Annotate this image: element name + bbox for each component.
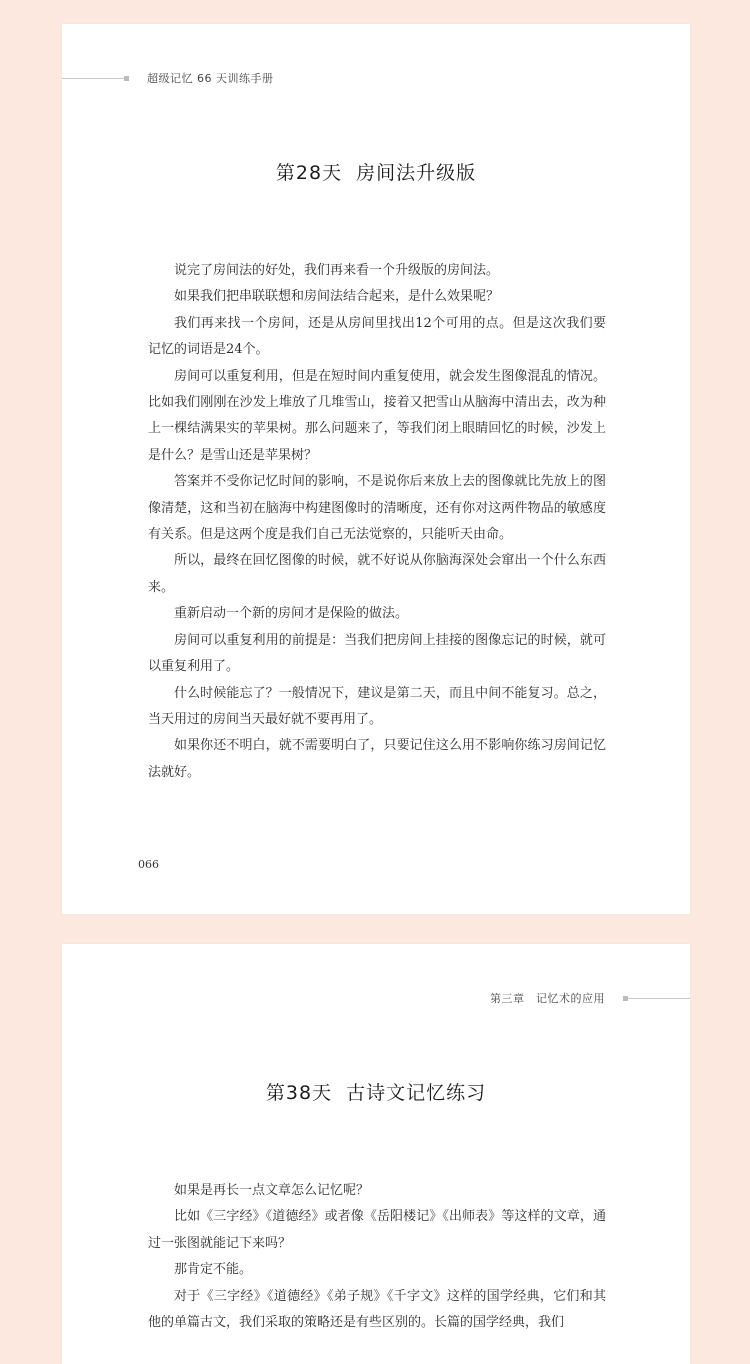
paragraph: 说完了房间法的好处，我们再来看一个升级版的房间法。 (174, 263, 500, 278)
paragraph: 房间可以重复利用，但是在短时间内重复使用，就会发生图像混乱的情况。比如我们刚刚在沙发上堆放了几堆雪山，接着又把雪山从脑海中清出去，改为种上一棵结满果实的苹果树。那么问题来了，等我们闭上眼睛回忆的时候，沙发上是什么？是雪山还是苹果树？ (148, 368, 606, 463)
chapter-title (62, 158, 690, 185)
page-number: 066 (138, 858, 159, 871)
running-head-title: 超级记忆 66 天训练手册 (147, 72, 274, 85)
book-page-right (62, 944, 690, 1364)
body-text (148, 1178, 606, 1336)
chapter-day: 第38天 (265, 1082, 333, 1104)
paragraph: 答案并不受你记忆时间的影响，不是说你后来放上去的图像就比先放上的图像清楚，这和当初在脑海中构建图像时的清晰度，还有你对这两件物品的敏感度有关系。但是这两个度是我们自己无法觉察的，只能听天由命。 (148, 474, 606, 543)
header-rule (62, 78, 124, 79)
header-square-icon (124, 76, 129, 81)
chapter-name: 古诗文记忆练习 (346, 1082, 487, 1104)
chapter-name: 房间法升级版 (356, 162, 477, 184)
chapter-day: 第28天 (275, 162, 343, 184)
running-head (62, 70, 274, 86)
paragraph: 如果你还不明白，就不需要明白了，只要记住这么用不影响你练习房间记忆法就好。 (148, 738, 606, 780)
paragraph: 什么时候能忘了？一般情况下，建议是第二天，而且中间不能复习。总之，当天用过的房间当天最好就不要再用了。 (148, 685, 606, 727)
running-head (490, 990, 690, 1006)
paragraph: 重新启动一个新的房间才是保险的做法。 (174, 606, 409, 622)
paragraph: 房间可以重复利用的前提是：当我们把房间上挂接的图像忘记的时候，就可以重复利用了。 (148, 632, 606, 675)
body-text (148, 258, 606, 786)
paragraph: 那肯定不能。 (174, 1262, 253, 1278)
running-head-title: 第三章 记忆术的应用 (490, 992, 605, 1005)
paragraph: 如果我们把串联联想和房间法结合起来，是什么效果呢？ (174, 289, 500, 305)
header-rule (628, 998, 690, 999)
paragraph: 我们再来找一个房间，还是从房间里找出12个可用的点。但是这次我们要记忆的词语是24个。 (148, 315, 606, 358)
book-page-left (62, 24, 690, 914)
paragraph: 所以，最终在回忆图像的时候，就不好说从你脑海深处会窜出一个什么东西来。 (148, 553, 606, 595)
chapter-title (62, 1078, 690, 1105)
paragraph: 对于《三字经》《道德经》《弟子规》《千字文》这样的国学经典，它们和其他的单篇古文，我们采取的策略还是有些区别的。长篇的国学经典，我们 (148, 1288, 606, 1331)
paragraph: 如果是再长一点文章怎么记忆呢？ (174, 1183, 370, 1198)
paragraph: 比如《三字经》《道德经》或者像《岳阳楼记》《出师表》等这样的文章，通过一张图就能记下来吗？ (148, 1209, 606, 1251)
